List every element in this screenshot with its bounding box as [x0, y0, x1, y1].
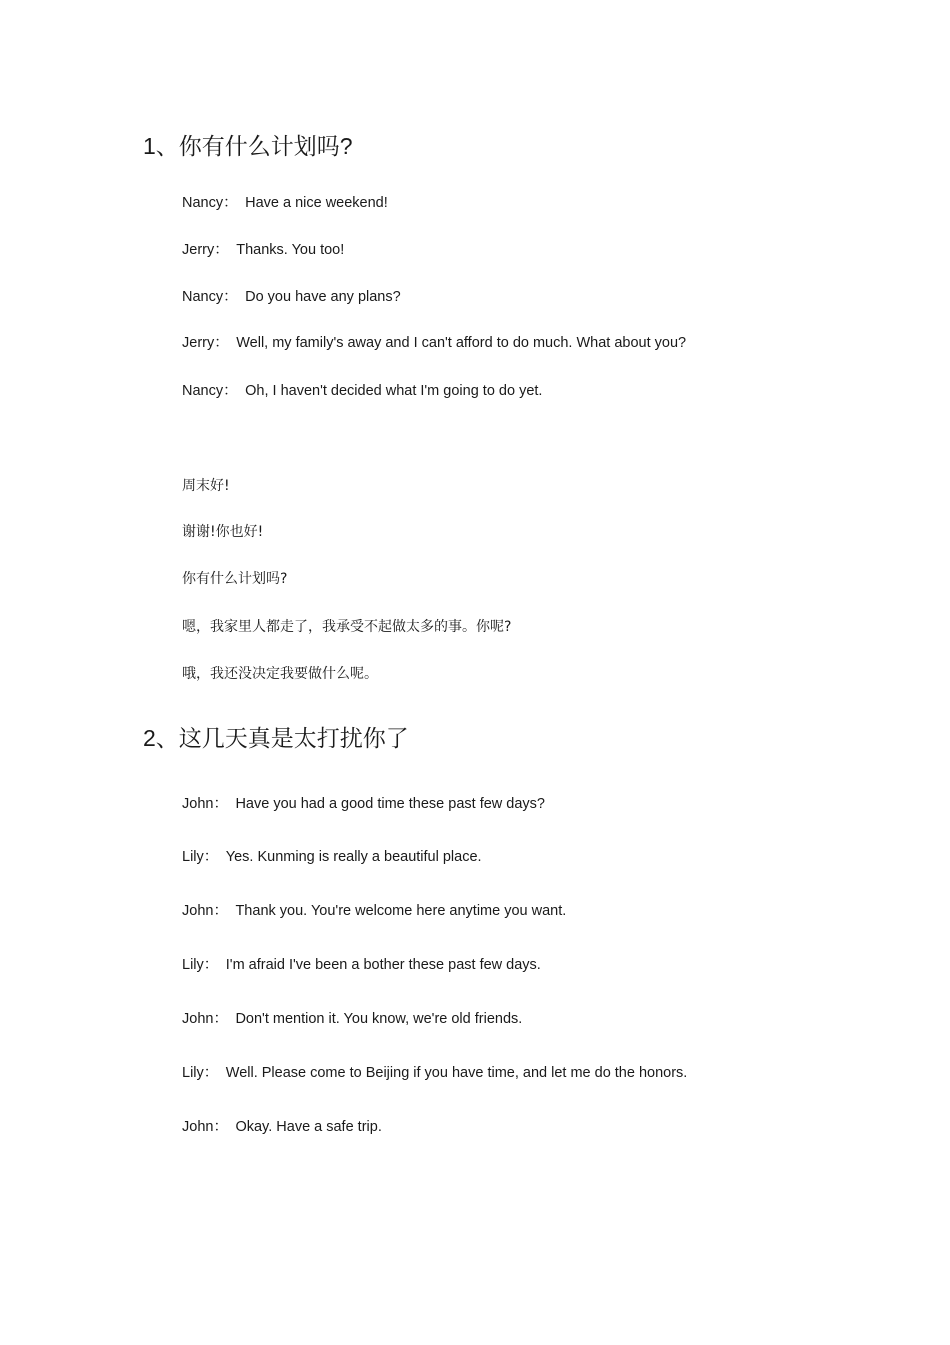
speaker-name: Lily: [182, 849, 204, 865]
speaker-name: John: [182, 1011, 214, 1027]
translation-line: 你有什么计划吗?: [182, 571, 288, 587]
dialogue-text: Okay. Have a safe trip.: [235, 1119, 382, 1135]
dialogue-text: Thanks. You too!: [236, 242, 345, 258]
dialogue-text: Yes. Kunming is really a beautiful place.: [225, 849, 482, 865]
speaker-name: Lily: [182, 957, 204, 973]
dialogue-line: [182, 333, 686, 353]
speaker-name: John: [182, 903, 214, 919]
speaker-name: Jerry: [182, 335, 215, 351]
dialogue-text: I'm afraid I've been a bother these past few days.: [225, 957, 541, 973]
speaker-name: Jerry: [182, 242, 215, 258]
speaker-separator: ：: [213, 903, 228, 919]
dialogue-line: [182, 381, 542, 401]
speaker-name: John: [182, 796, 214, 812]
dialogue-line: [182, 193, 388, 213]
speaker-separator: ：: [214, 335, 229, 351]
dialogue-line: [182, 1063, 687, 1083]
speaker-separator: ：: [203, 1065, 219, 1081]
dialogue-text: Don't mention it. You know, we're old friends.: [235, 1011, 523, 1027]
speaker-separator: ：: [213, 796, 228, 812]
dialogue-line: [182, 1009, 522, 1029]
speaker-separator: ：: [223, 383, 238, 399]
speaker-separator: ：: [213, 1011, 228, 1027]
speaker-name: Nancy: [182, 383, 224, 399]
translation-line: 哦，我还没决定我要做什么呢。: [182, 666, 378, 682]
speaker-name: Lily: [182, 1065, 204, 1081]
dialogue-line: [182, 901, 566, 921]
dialogue-line: [182, 794, 545, 814]
dialogue-line: [182, 955, 541, 975]
dialogue-line: [182, 1117, 382, 1137]
dialogue-text: Well. Please come to Beijing if you have time, and let me do the honors.: [225, 1065, 688, 1081]
dialogue-line: [182, 287, 401, 307]
dialogue-line: [182, 240, 344, 260]
dialogue-text: Have a nice weekend!: [245, 195, 388, 211]
dialogue-text: Oh, I haven't decided what I'm going to do yet.: [245, 383, 543, 399]
translation-line: 嗯，我家里人都走了，我承受不起做太多的事。你呢?: [182, 619, 512, 635]
section-1-title: 1、你有什么计划吗?: [143, 133, 353, 159]
dialogue-text: Well, my family's away and I can't afford to do much. What about you?: [236, 335, 687, 351]
speaker-separator: ：: [223, 289, 238, 305]
dialogue-line: [182, 847, 482, 867]
translation-line: 周末好!: [182, 478, 230, 494]
speaker-name: Nancy: [182, 289, 224, 305]
translation-line: 谢谢!你也好!: [182, 524, 264, 540]
speaker-separator: ：: [203, 849, 219, 865]
speaker-separator: ：: [214, 242, 229, 258]
speaker-separator: ：: [213, 1119, 228, 1135]
speaker-name: Nancy: [182, 195, 224, 211]
dialogue-text: Have you had a good time these past few days?: [235, 796, 545, 812]
speaker-name: John: [182, 1119, 214, 1135]
speaker-separator: ：: [203, 957, 219, 973]
dialogue-text: Thank you. You're welcome here anytime you want.: [235, 903, 567, 919]
speaker-separator: ：: [223, 195, 238, 211]
section-2-title: 2、这几天真是太打扰你了: [143, 725, 409, 751]
dialogue-text: Do you have any plans?: [245, 289, 401, 305]
